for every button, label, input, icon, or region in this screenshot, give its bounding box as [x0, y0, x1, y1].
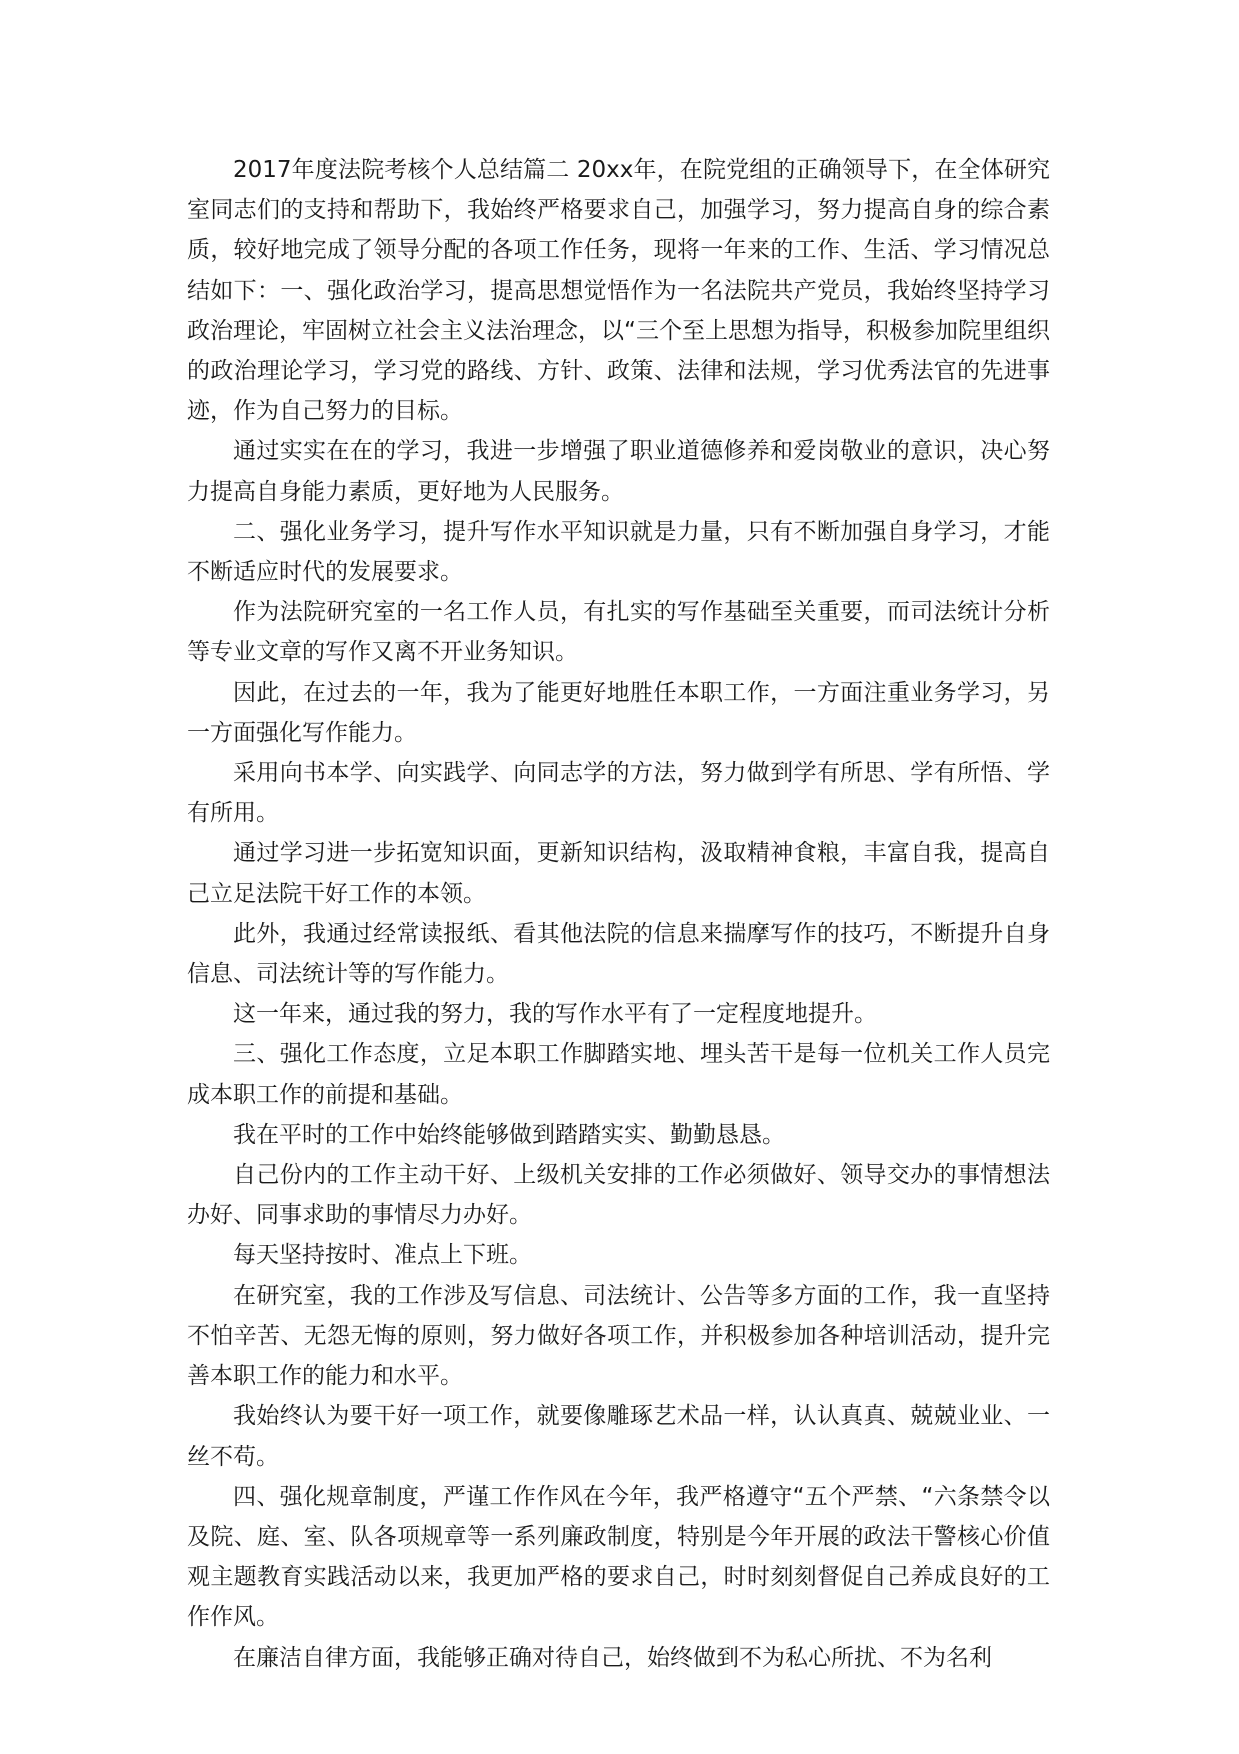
paragraph: 我在平时的工作中始终能够做到踏踏实实、勤勤恳恳。 — [233, 1121, 785, 1148]
paragraph: 通过学习进一步拓宽知识面，更新知识结构，汲取精神食粮，丰富自我，提高自己立足法院干好工作的本领。 — [187, 840, 1050, 907]
paragraph: 三、强化工作态度，立足本职工作脚踏实地、埋头苦干是每一位机关工作人员完成本职工作的前提和基础。 — [187, 1041, 1050, 1108]
paragraph: 自己份内的工作主动干好、上级机关安排的工作必须做好、领导交办的事情想法办好、同事求助的事情尽力办好。 — [187, 1162, 1050, 1229]
paragraph: 采用向书本学、向实践学、向同志学的方法，努力做到学有所思、学有所悟、学有所用。 — [187, 760, 1050, 827]
paragraph: 四、强化规章制度，严谨工作作风在今年，我严格遵守“五个严禁、“六条禁令以及院、庭、室、队各项规章等一系列廉政制度，特别是今年开展的政法干警核心价值观主题教育实践活动以来，我更加严格的要求自己，时时刻刻督促自己养成良好的工作作风。 — [187, 1483, 1050, 1631]
paragraph: 通过实实在在的学习，我进一步增强了职业道德修养和爱岗敬业的意识，决心努力提高自身能力素质，更好地为人民服务。 — [187, 438, 1050, 505]
paragraph: 每天坚持按时、准点上下班。 — [233, 1242, 532, 1269]
paragraph: 二、强化业务学习，提升写作水平知识就是力量，只有不断加强自身学习，才能不断适应时代的发展要求。 — [187, 518, 1050, 586]
paragraph: 在研究室，我的工作涉及写信息、司法统计、公告等多方面的工作，我一直坚持不怕辛苦、无怨无悔的原则，努力做好各项工作，并积极参加各种培训活动，提升完善本职工作的能力和水平。 — [187, 1282, 1050, 1390]
paragraph: 2017年度法院考核个人总结篇二 20xx年，在院党组的正确领导下，在全体研究室同志们的支持和帮助下，我始终严格要求自己，加强学习，努力提高自身的综合素质，较好地完成了领导分配的各项工作任务，现将一年来的工作、生活、学习情况总结如下：一、强化政治学习，提高思想觉悟作为一名法院共产党员，我始终坚持学习政治理论，牢固树立社会主义法治理念，以“三个至上思想为指导，积极参加院里组织的政治理论学习，学习党的路线、方针、政策、法律和法规，学习优秀法官的先进事迹，作为自己努力的目标。 — [187, 157, 1050, 425]
paragraph: 作为法院研究室的一名工作人员，有扎实的写作基础至关重要，而司法统计分析等专业文章的写作又离不开业务知识。 — [187, 599, 1050, 666]
paragraph: 因此，在过去的一年，我为了能更好地胜任本职工作，一方面注重业务学习，另一方面强化写作能力。 — [187, 679, 1050, 746]
paragraph: 此外，我通过经常读报纸、看其他法院的信息来揣摩写作的技巧，不断提升自身信息、司法统计等的写作能力。 — [187, 920, 1050, 988]
document-body — [187, 150, 1050, 1678]
paragraph: 我始终认为要干好一项工作，就要像雕琢艺术品一样，认认真真、兢兢业业、一丝不苟。 — [187, 1403, 1050, 1470]
paragraph: 这一年来，通过我的努力，我的写作水平有了一定程度地提升。 — [233, 1001, 877, 1028]
paragraph: 在廉洁自律方面，我能够正确对待自己，始终做到不为私心所扰、不为名利 — [233, 1644, 992, 1671]
